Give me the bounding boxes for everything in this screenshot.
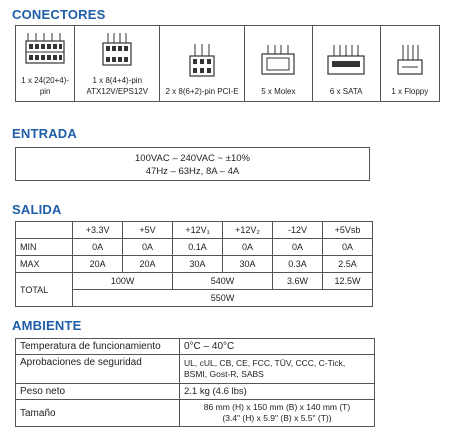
min-cell: 0A	[223, 239, 273, 256]
env-value	[180, 400, 375, 427]
header-12v1: +12V₁	[173, 222, 223, 239]
floppy-connector-icon	[381, 40, 439, 84]
output-total-row	[16, 273, 373, 290]
row-label-min: MIN	[16, 239, 73, 256]
total-5vsb: 12.5W	[322, 273, 372, 290]
connector-cell	[244, 26, 312, 102]
connector-label: 5 x Molex	[261, 87, 296, 96]
row-label-max: MAX	[16, 256, 73, 273]
input-spec-box	[15, 147, 370, 181]
max-cell: 30A	[223, 256, 273, 273]
output-max-row	[16, 256, 373, 273]
connector-label: 1 x 24(20+4)-pin	[21, 76, 70, 96]
env-value: UL, cUL, CB, CE, FCC, TÜV, CCC, C-Tick, BSMI, Gost-R, SABS	[180, 355, 375, 384]
environment-table	[15, 338, 375, 427]
size-metric: 86 mm (H) x 150 mm (B) x 140 mm (T)	[203, 402, 351, 412]
min-cell: 0A	[123, 239, 173, 256]
sata-icon	[313, 40, 380, 84]
connector-cell	[160, 26, 245, 102]
env-key: Aprobaciones de seguridad	[16, 355, 180, 384]
env-value: 2.1 kg (4.6 lbs)	[180, 384, 375, 400]
max-cell: 2.5A	[322, 256, 372, 273]
env-key: Peso neto	[16, 384, 180, 400]
connector-cell	[16, 26, 75, 102]
total-3v3-5v: 100W	[73, 273, 173, 290]
pcie-8pin-icon	[160, 40, 244, 84]
total-all: 550W	[73, 290, 373, 307]
output-table	[15, 221, 373, 307]
connector-cell	[75, 26, 160, 102]
output-min-row	[16, 239, 373, 256]
total-n12v: 3.6W	[272, 273, 322, 290]
max-cell: 0.3A	[272, 256, 322, 273]
section-title-ambiente: AMBIENTE	[12, 318, 82, 333]
header-5vsb: +5Vsb	[322, 222, 372, 239]
header-3v3: +3.3V	[73, 222, 123, 239]
connector-label: 6 x SATA	[329, 87, 363, 96]
env-value: 0°C – 40°C	[180, 339, 375, 355]
molex-icon	[245, 40, 312, 84]
connector-label: 2 x 8(6+2)-pin PCI-E	[165, 87, 239, 96]
size-imperial: (3.4" (H) x 5.9" (B) x 5.5" (T))	[222, 413, 332, 423]
section-title-salida: SALIDA	[12, 202, 62, 217]
input-voltage: 100VAC – 240VAC ~ ±10%	[135, 153, 250, 164]
min-cell: 0A	[322, 239, 372, 256]
connector-label: 1 x 8(4+4)-pin ATX12V/EPS12V	[86, 76, 149, 96]
input-frequency: 47Hz – 63Hz, 8A – 4A	[145, 166, 240, 177]
connector-cell	[380, 26, 439, 102]
atx-24pin-icon	[16, 29, 74, 73]
max-cell: 30A	[173, 256, 223, 273]
section-title-entrada: ENTRADA	[12, 126, 77, 141]
env-row	[16, 339, 375, 355]
section-title-conectores: CONECTORES	[12, 7, 106, 22]
header-5v: +5V	[123, 222, 173, 239]
env-row	[16, 400, 375, 427]
connector-cell	[312, 26, 380, 102]
max-cell: 20A	[123, 256, 173, 273]
max-cell: 20A	[73, 256, 123, 273]
row-label-total: TOTAL	[16, 273, 73, 307]
output-header-row	[16, 222, 373, 239]
env-row	[16, 355, 375, 384]
connectors-table	[15, 25, 440, 102]
min-cell: 0.1A	[173, 239, 223, 256]
min-cell: 0A	[272, 239, 322, 256]
env-key: Tamaño	[16, 400, 180, 427]
env-key: Temperatura de funcionamiento	[16, 339, 180, 355]
connector-label: 1 x Floppy	[391, 87, 429, 96]
env-row	[16, 384, 375, 400]
min-cell: 0A	[73, 239, 123, 256]
total-12v: 540W	[173, 273, 273, 290]
eps-8pin-icon	[75, 29, 159, 73]
header-n12v: -12V	[272, 222, 322, 239]
header-12v2: +12V₂	[223, 222, 273, 239]
